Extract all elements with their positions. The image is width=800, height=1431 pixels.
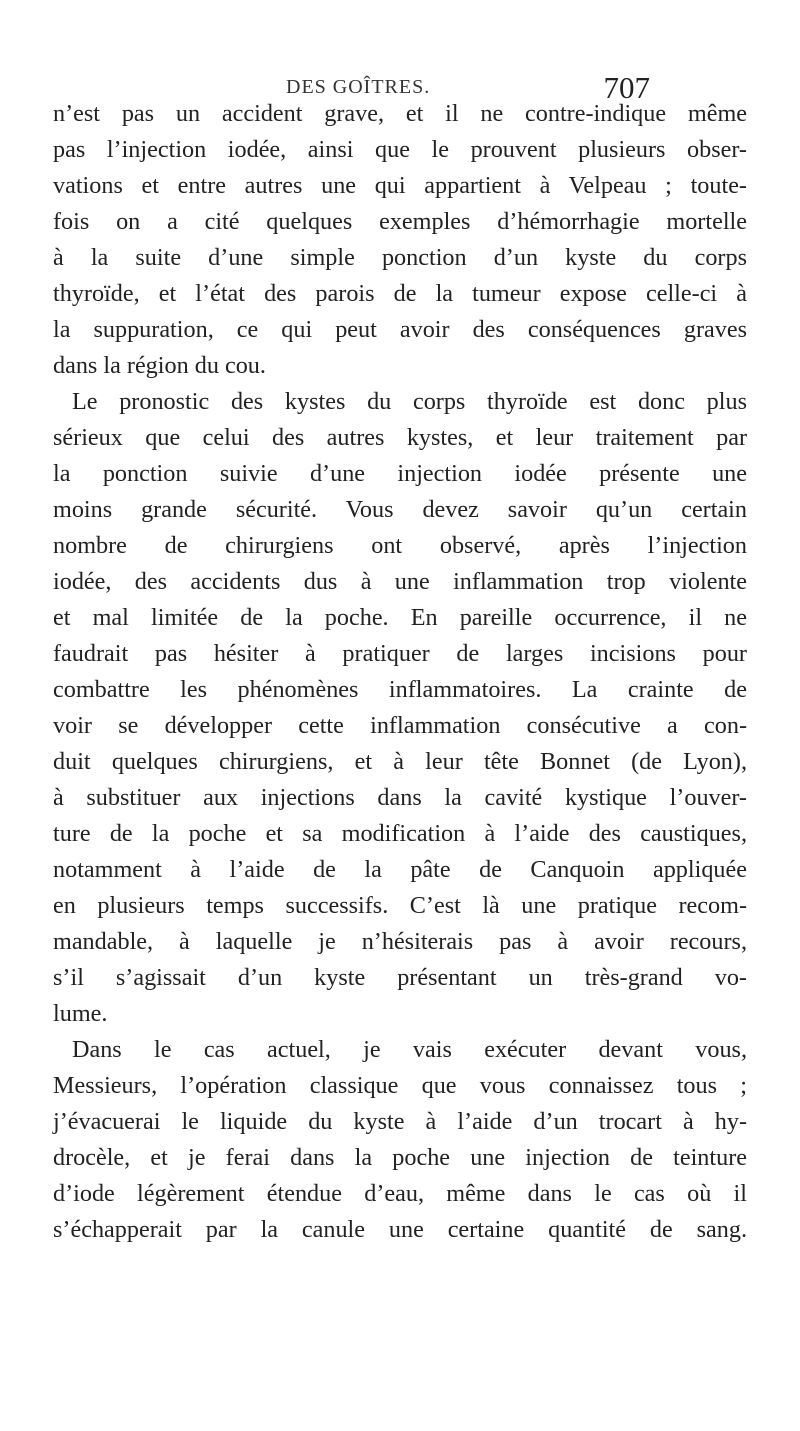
text-line: iodée, des accidents dus à une inflammation trop violente — [53, 568, 747, 595]
text-line: Dans le cas actuel, je vais exécuter devant vous, — [72, 1036, 747, 1063]
text-line: Le pronostic des kystes du corps thyroïde est donc plus — [72, 388, 747, 415]
text-line: combattre les phénomènes inflammatoires. La crainte de — [53, 676, 747, 703]
text-line: à substituer aux injections dans la cavité kystique l’ouver- — [53, 784, 747, 811]
text-line: la ponction suivie d’une injection iodée présente une — [53, 460, 747, 487]
text-line: ture de la poche et sa modification à l’aide des caustiques, — [53, 820, 747, 847]
page-number: 707 — [603, 70, 650, 105]
text-line: pas l’injection iodée, ainsi que le prouvent plusieurs obser- — [53, 136, 747, 163]
text-line: d’iode légèrement étendue d’eau, même dans le cas où il — [53, 1180, 747, 1207]
text-line: mandable, à laquelle je n’hésiterais pas à avoir recours, — [53, 928, 747, 955]
body-text — [53, 96, 747, 1248]
text-line: voir se développer cette inflammation consécutive a con- — [53, 712, 747, 739]
text-line: lume. — [53, 1000, 108, 1027]
text-line: thyroïde, et l’état des parois de la tumeur expose celle-ci à — [53, 280, 747, 307]
text-line: notamment à l’aide de la pâte de Canquoin appliquée — [53, 856, 747, 883]
text-line: la suppuration, ce qui peut avoir des conséquences graves — [53, 316, 747, 343]
text-line: s’échapperait par la canule une certaine quantité de sang. — [53, 1216, 747, 1243]
text-line: faudrait pas hésiter à pratiquer de larges incisions pour — [53, 640, 747, 667]
text-line: drocèle, et je ferai dans la poche une injection de teinture — [53, 1144, 747, 1171]
text-line: duit quelques chirurgiens, et à leur tête Bonnet (de Lyon), — [53, 748, 747, 775]
text-line: à la suite d’une simple ponction d’un kyste du corps — [53, 244, 747, 271]
text-line: s’il s’agissait d’un kyste présentant un très-grand vo- — [53, 964, 747, 991]
text-line: dans la région du cou. — [53, 352, 266, 379]
text-line: Messieurs, l’opération classique que vous connaissez tous ; — [53, 1072, 747, 1099]
text-line: n’est pas un accident grave, et il ne contre-indique même — [53, 100, 747, 127]
text-line: moins grande sécurité. Vous devez savoir qu’un certain — [53, 496, 747, 523]
text-line: sérieux que celui des autres kystes, et leur traitement par — [53, 424, 747, 451]
text-line: en plusieurs temps successifs. C’est là une pratique recom- — [53, 892, 747, 919]
text-line: j’évacuerai le liquide du kyste à l’aide d’un trocart à hy- — [53, 1108, 747, 1135]
text-line: vations et entre autres une qui appartient à Velpeau ; toute- — [53, 172, 747, 199]
text-line: nombre de chirurgiens ont observé, après l’injection — [53, 532, 747, 559]
text-line: et mal limitée de la poche. En pareille occurrence, il ne — [53, 604, 747, 631]
running-title: DES GOÎTRES. — [286, 76, 431, 98]
text-line: fois on a cité quelques exemples d’hémorrhagie mortelle — [53, 208, 747, 235]
